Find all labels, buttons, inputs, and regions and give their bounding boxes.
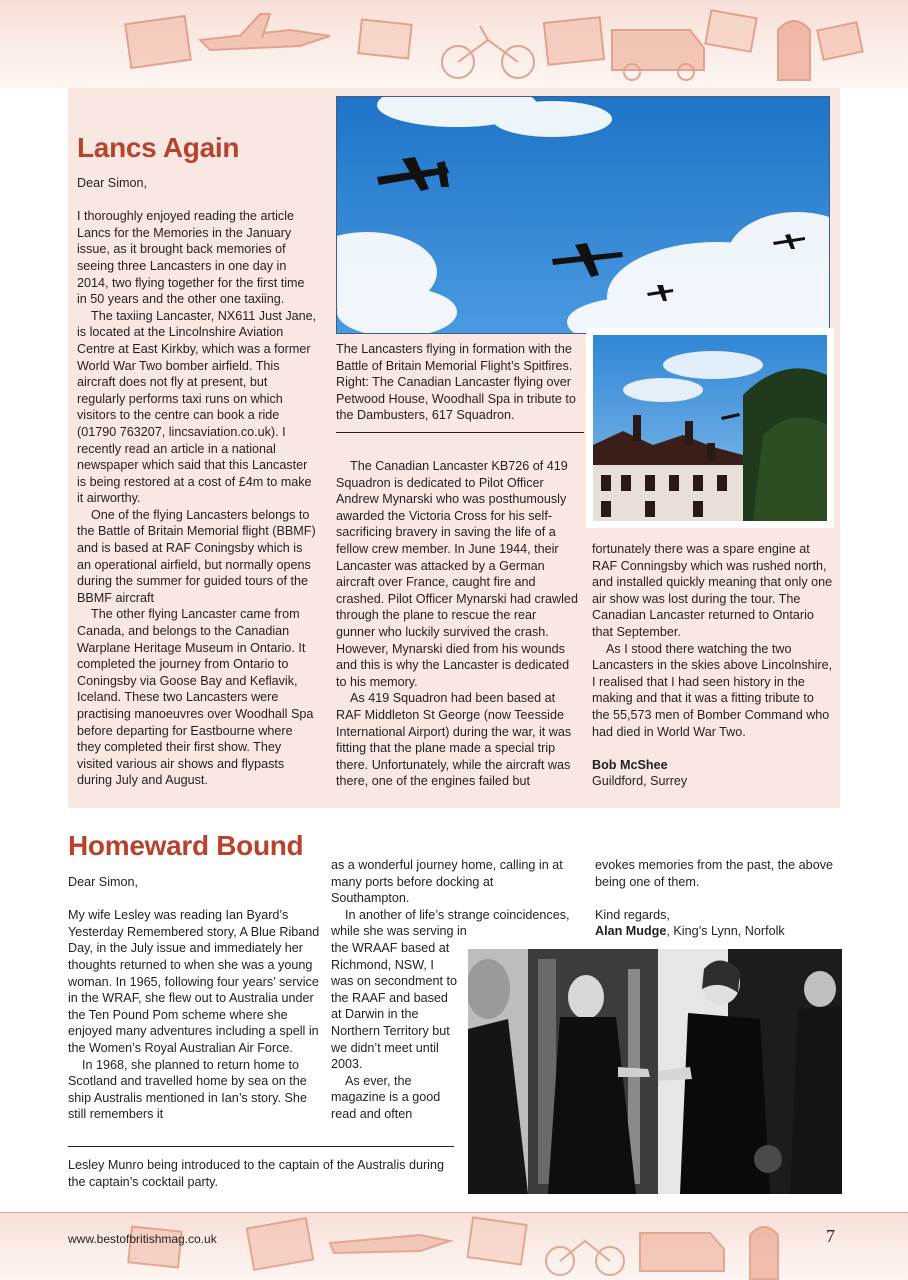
paragraph: As ever, the magazine is a good read and often <box>331 1073 441 1121</box>
letter-column-3 <box>592 541 834 790</box>
photo-caption: The Lancasters flying in formation with the Battle of Britain Memorial Flight’s Spitfires. Right: The Canadian Lancaster flying over Petwood House, Woodhall Spa in tribute to the Dambusters, 617 Squadron. <box>336 342 576 423</box>
paragraph: evokes memories from the past, the above being one of them. <box>595 858 833 889</box>
letter-column-1 <box>77 175 317 789</box>
paragraph: One of the flying Lancasters belongs to the Battle of Britain Memorial flight (BBMF) and is based at RAF Coningsby which is an operational airfield, but normally opens during the summer for guided tours of the BBMF aircraft <box>77 507 316 605</box>
salutation: Dear Simon, <box>77 176 147 190</box>
salutation: Dear Simon, <box>68 875 138 889</box>
paragraph: The other flying Lancaster came from Canada, and belongs to the Canadian Warplane Heritage Museum in Ontario. It completed the journey from Ontario to Coningsby via Goose Bay and Keflavik, Iceland. These two Lancasters were practising manoeuvres over Woodhall Spa before departing for Eastbourne where they completed their first show. They visited various air shows and flypasts during July and August. <box>77 607 314 788</box>
signature <box>595 923 835 940</box>
paragraph: As 419 Squadron had been based at RAF Middleton St George (now Teesside International Airport) during the war, it was fitting that the plane made a special trip there. Unfortunately, while the aircraft was there, one of the engines failed but <box>336 691 572 789</box>
signature-name: Bob McShee <box>592 757 668 772</box>
paragraph: My wife Lesley was reading Ian Byard’s Yesterday Remembered story, A Blue Riband Day, in the July issue and immediately her thoughts returned to when she was a young woman. In 1965, following four years’ service in the WRAF, she flew out to Australia under the Ten Pound Pom scheme where she enjoyed many adventures including a spell in the Women’s Royal Australian Air Force. <box>68 908 320 1055</box>
letter-column-2 <box>336 458 578 790</box>
paragraph: I thoroughly enjoyed reading the article Lancs for the Memories in the January issue, as it brought back memories of seeing three Lancasters in one day in 2014, two flying together for the first time in 50 years and the other one taxiing. <box>77 209 305 307</box>
caption-divider <box>336 432 584 433</box>
paragraph: In another of life’s strange coincidences, while she was serving in <box>331 907 570 939</box>
letter-heading: Lancs Again <box>77 132 240 163</box>
paragraph: In 1968, she planned to return home to Scotland and travelled home by sea on the ship Australis mentioned in Ian’s story. She still remembers it <box>68 1057 307 1122</box>
footer-decorative-band <box>0 1212 908 1280</box>
lancaster-formation-photo <box>336 96 830 334</box>
caption-divider <box>68 1146 454 1147</box>
paragraph: as a wonderful journey home, calling in at many ports before docking at Southampton. <box>331 858 563 906</box>
letter-column-1 <box>68 874 320 1123</box>
paragraph: As I stood there watching the two Lancasters in the skies above Lincolnshire, I realised that I had seen history in the making and that it was a fitting tribute to the 55,573 men of Bomber Command who had died in World War Two. <box>592 641 833 739</box>
page-number: 7 <box>826 1226 835 1246</box>
captain-cocktail-party-photo <box>468 949 842 1194</box>
paragraph: The taxiing Lancaster, NX611 Just Jane, is located at the Lincolnshire Aviation Centre at East Kirkby, which was a former World War Two bomber airfield. This aircraft does not fly at present, but regularly performs taxi runs on which visitors to the centre can book a ride (01790 763207, lincsaviation.co.uk). I recently read an article in a national newspaper which said that this Lancaster is being restored at a cost of £4m to make it airworthy. <box>77 308 317 506</box>
letter-column-2-narrow <box>331 940 459 1123</box>
signature-place: Guildford, Surrey <box>592 774 688 789</box>
vintage-collage-illustration <box>0 0 908 88</box>
petwood-house-photo <box>586 328 834 528</box>
paragraph: The Canadian Lancaster KB726 of 419 Squadron is dedicated to Pilot Officer Andrew Mynarski who was posthumously awarded the Victoria Cross for his self-sacrificing bravery in saving the life of a fellow crew member. In June 1944, their Lancaster was attacked by a German aircraft over France, caught fire and crashed. Pilot Officer Mynarski had crawled through the plane to rescue the rear gunner who luckily survived the crash. However, Mynarski died from his wounds and this is why the Lancaster is dedicated to his memory. <box>336 459 578 689</box>
letter-column-2 <box>331 857 571 940</box>
signature-name: Alan Mudge <box>595 924 667 939</box>
photo-caption: Lesley Munro being introduced to the captain of the Australis during the captain’s cocktail party. <box>68 1158 444 1189</box>
footer-website-url: www.bestofbritishmag.co.uk <box>68 1232 217 1246</box>
paragraph: fortunately there was a spare engine at RAF Conningsby which was rushed north, and installed quickly meaning that only one air show was lost during the tour. The Canadian Lancaster returned to Ontario that September. <box>592 542 833 639</box>
paragraph: the WRAAF based at Richmond, NSW, I was on secondment to the RAAF and based at Darwin in the Northern Territory but we didn’t meet until 2003. <box>331 941 458 1072</box>
closing: Kind regards, <box>595 907 670 922</box>
header-decorative-band <box>0 0 908 88</box>
vintage-collage-illustration <box>0 1213 908 1280</box>
letter-column-3 <box>595 857 835 940</box>
letter-heading: Homeward Bound <box>68 830 304 861</box>
signature-place: , King’s Lynn, Norfolk <box>666 924 785 939</box>
